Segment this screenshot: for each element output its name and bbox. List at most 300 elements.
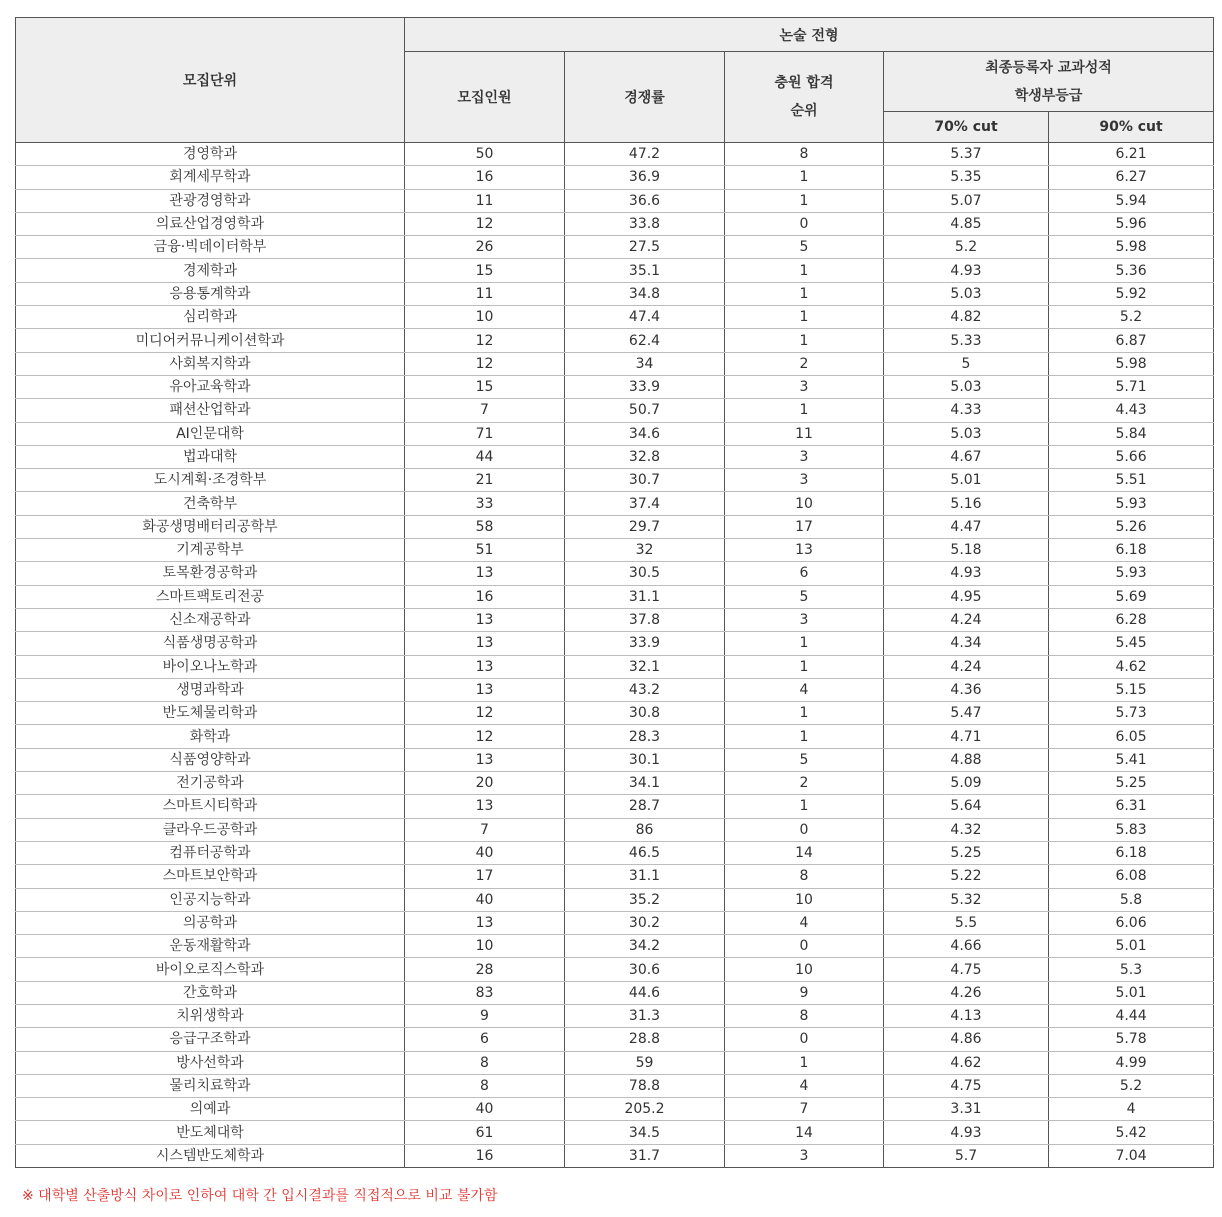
cut70-cell: 4.82 [884, 306, 1049, 329]
unit-cell: 반도체대학 [16, 1121, 405, 1144]
table-row [16, 795, 1214, 818]
table-row [16, 608, 1214, 631]
cut70-cell: 4.24 [884, 608, 1049, 631]
competition-cell: 28.7 [565, 795, 725, 818]
unit-cell: 금융·빅데이터학부 [16, 236, 405, 259]
rank-cell: 1 [725, 329, 884, 352]
cut70-cell: 5.03 [884, 282, 1049, 305]
competition-cell: 31.1 [565, 865, 725, 888]
quota-cell: 13 [405, 678, 565, 701]
cut90-cell: 4.99 [1049, 1051, 1214, 1074]
rank-cell: 3 [725, 1144, 884, 1167]
table-row [16, 1074, 1214, 1097]
quota-cell: 16 [405, 1144, 565, 1167]
rank-cell: 14 [725, 1121, 884, 1144]
unit-cell: 경제학과 [16, 259, 405, 282]
unit-cell: 물리치료학과 [16, 1074, 405, 1097]
rank-cell: 2 [725, 352, 884, 375]
cut90-cell: 5.45 [1049, 632, 1214, 655]
quota-cell: 13 [405, 748, 565, 771]
unit-cell: 의료산업경영학과 [16, 212, 405, 235]
rank-cell: 5 [725, 748, 884, 771]
unit-cell: 컴퓨터공학과 [16, 841, 405, 864]
unit-cell: 응용통계학과 [16, 282, 405, 305]
unit-cell: 식품영양학과 [16, 748, 405, 771]
header-unit: 모집단위 [16, 18, 405, 143]
rank-cell: 10 [725, 888, 884, 911]
unit-cell: 스마트시티학과 [16, 795, 405, 818]
quota-cell: 7 [405, 399, 565, 422]
cut90-cell: 5.83 [1049, 818, 1214, 841]
competition-cell: 31.7 [565, 1144, 725, 1167]
table-row [16, 1144, 1214, 1167]
quota-cell: 8 [405, 1051, 565, 1074]
competition-cell: 59 [565, 1051, 725, 1074]
quota-cell: 44 [405, 445, 565, 468]
cut90-cell: 5.8 [1049, 888, 1214, 911]
rank-cell: 0 [725, 212, 884, 235]
competition-cell: 36.9 [565, 166, 725, 189]
cut90-cell: 5.96 [1049, 212, 1214, 235]
header-quota: 모집인원 [405, 52, 565, 143]
unit-cell: 심리학과 [16, 306, 405, 329]
table-row [16, 306, 1214, 329]
header-grade-line2: 학생부등급 [1014, 87, 1083, 104]
rank-cell: 10 [725, 492, 884, 515]
table-row [16, 259, 1214, 282]
quota-cell: 51 [405, 539, 565, 562]
cut70-cell: 4.95 [884, 585, 1049, 608]
table-row [16, 585, 1214, 608]
header-rank-line2: 순위 [790, 103, 818, 119]
cut70-cell: 4.26 [884, 981, 1049, 1004]
cut90-cell: 5.92 [1049, 282, 1214, 305]
unit-cell: 스마트보안학과 [16, 865, 405, 888]
footnote: ※ 대학별 산출방식 차이로 인하여 대학 간 입시결과를 직접적으로 비교 불가함 [22, 1188, 498, 1204]
rank-cell: 5 [725, 236, 884, 259]
quota-cell: 10 [405, 935, 565, 958]
table-row [16, 678, 1214, 701]
quota-cell: 12 [405, 725, 565, 748]
competition-cell: 205.2 [565, 1098, 725, 1121]
competition-cell: 33.9 [565, 375, 725, 398]
table-row [16, 888, 1214, 911]
rank-cell: 3 [725, 469, 884, 492]
rank-cell: 4 [725, 678, 884, 701]
unit-cell: 건축학부 [16, 492, 405, 515]
cut90-cell: 5.93 [1049, 562, 1214, 585]
competition-cell: 31.1 [565, 585, 725, 608]
rank-cell: 1 [725, 259, 884, 282]
table-row [16, 1051, 1214, 1074]
quota-cell: 13 [405, 608, 565, 631]
table-row [16, 1028, 1214, 1051]
cut70-cell: 4.13 [884, 1004, 1049, 1027]
header-cut90: 90% cut [1049, 112, 1214, 143]
competition-cell: 46.5 [565, 841, 725, 864]
rank-cell: 1 [725, 166, 884, 189]
rank-cell: 10 [725, 958, 884, 981]
cut70-cell: 4.93 [884, 562, 1049, 585]
cut90-cell: 6.87 [1049, 329, 1214, 352]
cut90-cell: 5.01 [1049, 981, 1214, 1004]
competition-cell: 86 [565, 818, 725, 841]
quota-cell: 40 [405, 1098, 565, 1121]
unit-cell: 미디어커뮤니케이션학과 [16, 329, 405, 352]
quota-cell: 61 [405, 1121, 565, 1144]
table-row [16, 772, 1214, 795]
rank-cell: 4 [725, 911, 884, 934]
cut70-cell: 5.64 [884, 795, 1049, 818]
rank-cell: 6 [725, 562, 884, 585]
rank-cell: 3 [725, 375, 884, 398]
rank-cell: 9 [725, 981, 884, 1004]
cut70-cell: 3.31 [884, 1098, 1049, 1121]
unit-cell: 바이오나노학과 [16, 655, 405, 678]
cut70-cell: 4.75 [884, 1074, 1049, 1097]
cut90-cell: 5.25 [1049, 772, 1214, 795]
cut70-cell: 5.5 [884, 911, 1049, 934]
rank-cell: 2 [725, 772, 884, 795]
cut90-cell: 5.84 [1049, 422, 1214, 445]
unit-cell: AI인문대학 [16, 422, 405, 445]
unit-cell: 인공지능학과 [16, 888, 405, 911]
cut70-cell: 5.37 [884, 143, 1049, 166]
unit-cell: 시스템반도체학과 [16, 1144, 405, 1167]
rank-cell: 8 [725, 865, 884, 888]
quota-cell: 13 [405, 795, 565, 818]
cut70-cell: 4.33 [884, 399, 1049, 422]
unit-cell: 간호학과 [16, 981, 405, 1004]
unit-cell: 화공생명배터리공학부 [16, 515, 405, 538]
table-row [16, 981, 1214, 1004]
competition-cell: 33.8 [565, 212, 725, 235]
quota-cell: 15 [405, 375, 565, 398]
rank-cell: 0 [725, 1028, 884, 1051]
rank-cell: 0 [725, 935, 884, 958]
table-row [16, 1004, 1214, 1027]
table-row [16, 166, 1214, 189]
rank-cell: 13 [725, 539, 884, 562]
competition-cell: 36.6 [565, 189, 725, 212]
table-row [16, 469, 1214, 492]
rank-cell: 1 [725, 399, 884, 422]
competition-cell: 29.7 [565, 515, 725, 538]
cut70-cell: 5.16 [884, 492, 1049, 515]
competition-cell: 35.1 [565, 259, 725, 282]
cut70-cell: 4.86 [884, 1028, 1049, 1051]
quota-cell: 20 [405, 772, 565, 795]
rank-cell: 8 [725, 1004, 884, 1027]
competition-cell: 28.8 [565, 1028, 725, 1051]
quota-cell: 8 [405, 1074, 565, 1097]
cut70-cell: 4.32 [884, 818, 1049, 841]
cut70-cell: 4.62 [884, 1051, 1049, 1074]
cut70-cell: 5.09 [884, 772, 1049, 795]
cut90-cell: 6.08 [1049, 865, 1214, 888]
quota-cell: 13 [405, 911, 565, 934]
quota-cell: 83 [405, 981, 565, 1004]
unit-cell: 회계세무학과 [16, 166, 405, 189]
quota-cell: 33 [405, 492, 565, 515]
cut70-cell: 4.93 [884, 259, 1049, 282]
cut70-cell: 4.75 [884, 958, 1049, 981]
table-row [16, 935, 1214, 958]
competition-cell: 31.3 [565, 1004, 725, 1027]
table-row [16, 236, 1214, 259]
competition-cell: 28.3 [565, 725, 725, 748]
header-grade [884, 52, 1214, 112]
cut90-cell: 5.98 [1049, 236, 1214, 259]
rank-cell: 7 [725, 1098, 884, 1121]
competition-cell: 47.4 [565, 306, 725, 329]
table-row [16, 282, 1214, 305]
quota-cell: 58 [405, 515, 565, 538]
table-row [16, 818, 1214, 841]
competition-cell: 44.6 [565, 981, 725, 1004]
competition-cell: 34.8 [565, 282, 725, 305]
table-row [16, 748, 1214, 771]
table-row [16, 515, 1214, 538]
cut90-cell: 5.51 [1049, 469, 1214, 492]
quota-cell: 12 [405, 329, 565, 352]
quota-cell: 10 [405, 306, 565, 329]
cut70-cell: 5.33 [884, 329, 1049, 352]
cut90-cell: 5.94 [1049, 189, 1214, 212]
cut70-cell: 4.66 [884, 935, 1049, 958]
admission-results-table [15, 17, 1214, 1168]
cut70-cell: 5.01 [884, 469, 1049, 492]
table-row [16, 958, 1214, 981]
cut90-cell: 6.21 [1049, 143, 1214, 166]
cut90-cell: 4 [1049, 1098, 1214, 1121]
unit-cell: 식품생명공학과 [16, 632, 405, 655]
competition-cell: 27.5 [565, 236, 725, 259]
competition-cell: 62.4 [565, 329, 725, 352]
cut90-cell: 6.06 [1049, 911, 1214, 934]
header-rank-line1: 충원 합격 [774, 75, 834, 91]
unit-cell: 스마트팩토리전공 [16, 585, 405, 608]
header-competition: 경쟁률 [565, 52, 725, 143]
cut90-cell: 5.2 [1049, 1074, 1214, 1097]
competition-cell: 78.8 [565, 1074, 725, 1097]
competition-cell: 34.5 [565, 1121, 725, 1144]
table-header [16, 18, 1214, 143]
cut90-cell: 6.05 [1049, 725, 1214, 748]
quota-cell: 40 [405, 888, 565, 911]
cut90-cell: 5.78 [1049, 1028, 1214, 1051]
cut70-cell: 5.32 [884, 888, 1049, 911]
unit-cell: 법과대학 [16, 445, 405, 468]
unit-cell: 경영학과 [16, 143, 405, 166]
rank-cell: 0 [725, 818, 884, 841]
quota-cell: 16 [405, 166, 565, 189]
cut90-cell: 5.73 [1049, 702, 1214, 725]
cut90-cell: 5.41 [1049, 748, 1214, 771]
quota-cell: 13 [405, 655, 565, 678]
competition-cell: 47.2 [565, 143, 725, 166]
cut70-cell: 5.7 [884, 1144, 1049, 1167]
unit-cell: 의예과 [16, 1098, 405, 1121]
cut90-cell: 5.66 [1049, 445, 1214, 468]
table-body [16, 143, 1214, 1168]
cut70-cell: 5.18 [884, 539, 1049, 562]
table-row [16, 143, 1214, 166]
competition-cell: 34.1 [565, 772, 725, 795]
cut90-cell: 5.42 [1049, 1121, 1214, 1144]
table-row [16, 399, 1214, 422]
competition-cell: 34.2 [565, 935, 725, 958]
quota-cell: 40 [405, 841, 565, 864]
competition-cell: 34.6 [565, 422, 725, 445]
cut90-cell: 5.26 [1049, 515, 1214, 538]
unit-cell: 반도체물리학과 [16, 702, 405, 725]
cut70-cell: 4.24 [884, 655, 1049, 678]
unit-cell: 토목환경공학과 [16, 562, 405, 585]
unit-cell: 신소재공학과 [16, 608, 405, 631]
cut90-cell: 4.44 [1049, 1004, 1214, 1027]
cut70-cell: 5 [884, 352, 1049, 375]
quota-cell: 12 [405, 352, 565, 375]
table-row [16, 911, 1214, 934]
competition-cell: 43.2 [565, 678, 725, 701]
table-row [16, 865, 1214, 888]
cut90-cell: 5.71 [1049, 375, 1214, 398]
cut70-cell: 4.34 [884, 632, 1049, 655]
cut90-cell: 5.98 [1049, 352, 1214, 375]
rank-cell: 1 [725, 702, 884, 725]
competition-cell: 30.1 [565, 748, 725, 771]
cut70-cell: 5.47 [884, 702, 1049, 725]
cut70-cell: 5.03 [884, 375, 1049, 398]
table-row [16, 1098, 1214, 1121]
cut90-cell: 5.93 [1049, 492, 1214, 515]
competition-cell: 37.4 [565, 492, 725, 515]
quota-cell: 12 [405, 212, 565, 235]
cut90-cell: 7.04 [1049, 1144, 1214, 1167]
competition-cell: 30.2 [565, 911, 725, 934]
quota-cell: 26 [405, 236, 565, 259]
table-row [16, 352, 1214, 375]
cut70-cell: 5.03 [884, 422, 1049, 445]
rank-cell: 11 [725, 422, 884, 445]
competition-cell: 35.2 [565, 888, 725, 911]
cut70-cell: 4.67 [884, 445, 1049, 468]
cut90-cell: 5.3 [1049, 958, 1214, 981]
cut70-cell: 4.71 [884, 725, 1049, 748]
table-row [16, 1121, 1214, 1144]
cut90-cell: 5.2 [1049, 306, 1214, 329]
unit-cell: 전기공학과 [16, 772, 405, 795]
cut70-cell: 5.22 [884, 865, 1049, 888]
rank-cell: 4 [725, 1074, 884, 1097]
table-row [16, 329, 1214, 352]
rank-cell: 1 [725, 632, 884, 655]
header-grade-line1: 최종등록자 교과성적 [985, 59, 1112, 76]
quota-cell: 13 [405, 562, 565, 585]
cut90-cell: 6.28 [1049, 608, 1214, 631]
competition-cell: 30.8 [565, 702, 725, 725]
rank-cell: 5 [725, 585, 884, 608]
cut90-cell: 5.01 [1049, 935, 1214, 958]
unit-cell: 생명과학과 [16, 678, 405, 701]
rank-cell: 1 [725, 795, 884, 818]
rank-cell: 14 [725, 841, 884, 864]
table-row [16, 539, 1214, 562]
rank-cell: 3 [725, 608, 884, 631]
table-row [16, 189, 1214, 212]
unit-cell: 응급구조학과 [16, 1028, 405, 1051]
quota-cell: 7 [405, 818, 565, 841]
quota-cell: 28 [405, 958, 565, 981]
unit-cell: 방사선학과 [16, 1051, 405, 1074]
competition-cell: 30.7 [565, 469, 725, 492]
quota-cell: 17 [405, 865, 565, 888]
table-row [16, 422, 1214, 445]
competition-cell: 50.7 [565, 399, 725, 422]
cut70-cell: 5.07 [884, 189, 1049, 212]
rank-cell: 1 [725, 725, 884, 748]
rank-cell: 17 [725, 515, 884, 538]
quota-cell: 15 [405, 259, 565, 282]
cut90-cell: 4.62 [1049, 655, 1214, 678]
cut90-cell: 5.69 [1049, 585, 1214, 608]
table-row [16, 212, 1214, 235]
rank-cell: 1 [725, 282, 884, 305]
quota-cell: 50 [405, 143, 565, 166]
cut70-cell: 5.35 [884, 166, 1049, 189]
unit-cell: 기계공학부 [16, 539, 405, 562]
competition-cell: 32.1 [565, 655, 725, 678]
header-essay-group: 논술 전형 [405, 18, 1214, 52]
unit-cell: 화학과 [16, 725, 405, 748]
quota-cell: 16 [405, 585, 565, 608]
quota-cell: 11 [405, 282, 565, 305]
quota-cell: 12 [405, 702, 565, 725]
table-row [16, 632, 1214, 655]
cut70-cell: 4.36 [884, 678, 1049, 701]
unit-cell: 바이오로직스학과 [16, 958, 405, 981]
cut90-cell: 6.18 [1049, 539, 1214, 562]
rank-cell: 1 [725, 655, 884, 678]
rank-cell: 1 [725, 306, 884, 329]
cut90-cell: 5.15 [1049, 678, 1214, 701]
quota-cell: 21 [405, 469, 565, 492]
table-row [16, 445, 1214, 468]
unit-cell: 치위생학과 [16, 1004, 405, 1027]
cut70-cell: 4.85 [884, 212, 1049, 235]
quota-cell: 9 [405, 1004, 565, 1027]
table-row [16, 375, 1214, 398]
competition-cell: 32 [565, 539, 725, 562]
cut70-cell: 4.47 [884, 515, 1049, 538]
cut70-cell: 4.93 [884, 1121, 1049, 1144]
unit-cell: 관광경영학과 [16, 189, 405, 212]
unit-cell: 도시계획·조경학부 [16, 469, 405, 492]
header-cut70: 70% cut [884, 112, 1049, 143]
table-row [16, 562, 1214, 585]
rank-cell: 1 [725, 1051, 884, 1074]
competition-cell: 32.8 [565, 445, 725, 468]
competition-cell: 30.5 [565, 562, 725, 585]
cut90-cell: 6.18 [1049, 841, 1214, 864]
unit-cell: 클라우드공학과 [16, 818, 405, 841]
unit-cell: 운동재활학과 [16, 935, 405, 958]
rank-cell: 3 [725, 445, 884, 468]
table-row [16, 702, 1214, 725]
cut90-cell: 5.36 [1049, 259, 1214, 282]
cut90-cell: 6.27 [1049, 166, 1214, 189]
